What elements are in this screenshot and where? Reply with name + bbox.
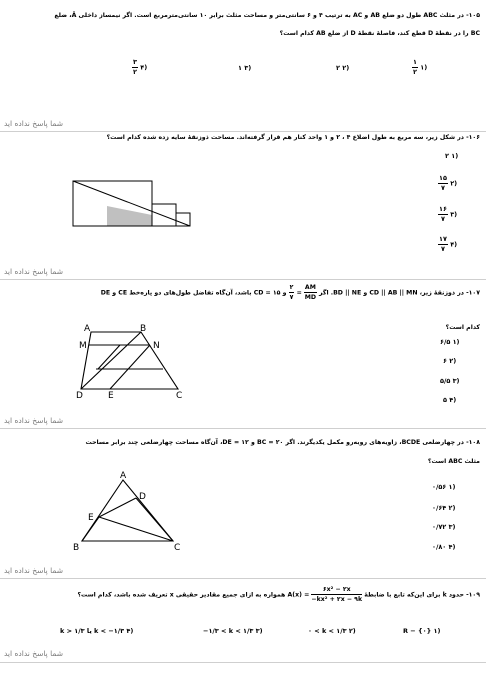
label-m: M (79, 341, 87, 351)
q107-fraction-am-md: $\frac{AM}{MD}$ (304, 284, 317, 301)
small-square (176, 213, 190, 226)
q105-option-2[interactable]: (۲ ۲ (336, 64, 350, 72)
label-a: A (84, 324, 91, 334)
q108-triangle-figure (74, 473, 184, 553)
q106-text (6, 133, 480, 143)
medium-square (152, 204, 176, 226)
q108-option-1[interactable]: (۱ ۰/۵۶ (432, 483, 456, 491)
label-e: E (108, 391, 114, 401)
q105-no-answer: شما پاسخ نداده اید (4, 119, 64, 128)
q107-option-1[interactable]: (۱ ۶/۵ (440, 338, 460, 346)
q105-option-3[interactable]: (۳ ۱ (238, 64, 252, 72)
trapezoid-outline (81, 332, 178, 389)
label-b: B (73, 543, 80, 553)
q107-text: ۱۰۷- در ذوزنقهٔ زیر، CD || AB || MN و BD || NE. اگر $\frac{AM}{MD}$ = $\frac{۲}{۷}$ و CD = ۱۵ باشد، آن‌گاه تفاضل طول‌های دو پاره‌خط CE و DE (100, 284, 480, 301)
q106-option-3[interactable]: (۳ $\frac{۱۶}{۷}$ (439, 205, 458, 223)
q107-option-2[interactable]: (۲ ۶ (443, 357, 457, 365)
q106-no-answer: شما پاسخ نداده اید (4, 267, 64, 276)
q107-line1-b: و CD = ۱۵ باشد، آن‌گاه تفاضل طول‌های دو پاره‌خط CE و DE (100, 289, 287, 297)
segment-ne (110, 345, 150, 389)
q106-line1: ۱۰۶- در شکل زیر، سه مربع به طول اضلاع ۴ ، ۲ و ۱ واحد کنار هم قرار گرفته‌اند. مساحت ذوزنقهٔ سایه زده شده کدام است؟ (106, 134, 480, 141)
q108-line1: ۱۰۸- در چهارضلعی BCDE، زاویه‌های روبه‌رو مکمل یکدیگرند. اگر BC = ۲۰ و DE = ۱۲، آن‌گاه مساحت چهارضلعی چند برابر مساحت (85, 439, 480, 446)
label-b: B (140, 324, 147, 334)
q105-line1: ۱۰۵- در مثلث ABC طول دو ضلع AB و AC به ترتیب ۴ و ۶ سانتی‌متر و مساحت مثلث برابر ۱۰ سانتی‌مترمربع است. اگر نیمساز داخلی Â، ضلع (54, 12, 480, 19)
q106-squares-figure (73, 179, 173, 229)
q108-option-3[interactable]: (۳ ۰/۷۲ (432, 523, 456, 531)
q107-trapezoid-figure (78, 325, 188, 400)
segment-extra (98, 345, 120, 369)
q109-option-1[interactable]: (۱ R − {۰} (403, 627, 441, 635)
q109-option-4[interactable]: (۴ k > ۱/۳ یا k < −۱/۳ (60, 627, 134, 635)
q106-option-2[interactable]: (۲ $\frac{۱۵}{۷}$ (439, 174, 458, 192)
q107-line2: کدام است؟ (445, 324, 480, 331)
q107-option-3[interactable]: (۳ ۵/۵ (440, 377, 460, 385)
label-n: N (153, 341, 160, 351)
q108-line2: مثلث ABC است؟ (427, 458, 480, 465)
q105-option-4[interactable]: (۴ $\frac{۳}{۲}$ (133, 58, 148, 76)
q109-line1-b: همواره به ازای جمیع مقادیر حقیقی x تعریف شده باشد، کدام است؟ (77, 591, 286, 599)
label-c: C (174, 543, 181, 553)
q109-line1-a: ۱۰۹- حدود k برای این‌که تابع با ضابطهٔ (364, 591, 480, 599)
q108-no-answer: شما پاسخ نداده اید (4, 566, 64, 575)
separator (0, 428, 486, 429)
q105-option-1[interactable]: (۱ $\frac{۱}{۲}$ (413, 58, 428, 76)
q105-text (6, 11, 480, 39)
label-d: D (76, 391, 83, 401)
q107-option-4[interactable]: (۴ ۵ (443, 396, 457, 404)
q106-option-1[interactable]: (۱ ۲ (445, 152, 459, 160)
q109-function: A(x) = $\frac{\text{۶x² − ۲x}}{\text{−kx² + ۲x − ۹k}}$ (287, 586, 363, 603)
triangle-abc (82, 480, 173, 541)
q108-text (6, 438, 480, 467)
label-d: D (139, 492, 146, 502)
separator (0, 662, 486, 663)
label-c: C (176, 391, 183, 401)
label-a: A (120, 471, 127, 481)
q109-option-2[interactable]: (۲ ۰ < k < ۱/۳ (308, 627, 356, 635)
q107-line1-a: ۱۰۷- در ذوزنقهٔ زیر، CD || AB || MN و BD || NE. اگر (319, 289, 480, 297)
q109-option-3[interactable]: (۳ −۱/۳ < k < ۱/۳ (203, 627, 263, 635)
q109-text (6, 585, 480, 604)
q105-line2: BC را در نقطهٔ D قطع کند، فاصلهٔ نقطهٔ D از ضلع AB کدام است؟ (279, 30, 480, 37)
q108-option-4[interactable]: (۴ ۰/۸۰ (432, 543, 456, 551)
segment-ec (99, 517, 173, 541)
q107-no-answer: شما پاسخ نداده اید (4, 416, 64, 425)
q106-option-4[interactable]: (۴ $\frac{۱۷}{۷}$ (439, 235, 458, 253)
separator (0, 578, 486, 579)
separator (0, 131, 486, 132)
separator (0, 279, 486, 280)
q107-fraction-value: $\frac{۲}{۷}$ (289, 284, 294, 301)
q109-no-answer: شما پاسخ نداده اید (4, 649, 64, 658)
q108-option-2[interactable]: (۲ ۰/۶۴ (432, 504, 456, 512)
label-e: E (88, 513, 94, 523)
